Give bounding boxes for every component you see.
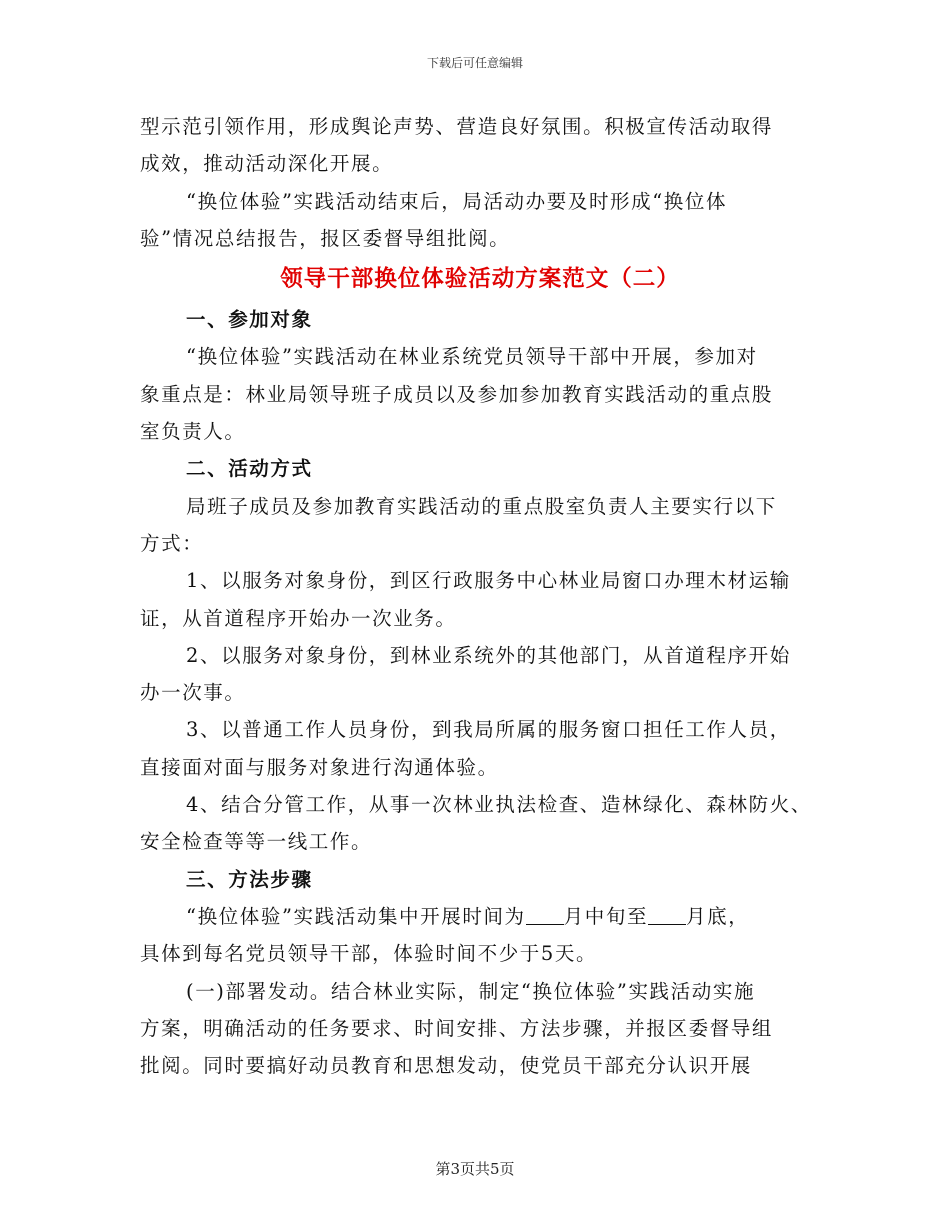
blank-field	[648, 904, 686, 925]
text-line: 2、以服务对象身份，到林业系统外的其他部门，从首道程序开始	[186, 643, 791, 667]
schedule-text-3: 月底，	[686, 904, 750, 928]
text-line: 证，从首道程序开始办一次业务。	[140, 606, 457, 630]
text-line: 成效，推动活动深化开展。	[140, 152, 394, 176]
text-line: 安全检查等等一线工作。	[140, 830, 373, 854]
document-body	[140, 108, 820, 1084]
section-after-title	[140, 301, 820, 898]
text-line: “换位体验”实践活动在林业系统党员领导干部中开展，参加对	[186, 345, 758, 369]
text-line: 直接面对面与服务对象进行沟通体验。	[140, 755, 499, 779]
document-title: 领导干部换位体验活动方案范文（二）	[280, 266, 680, 293]
page-footer: 第3页共5页	[435, 1160, 515, 1178]
text-line: 型示范引领作用，形成舆论声势、营造良好氛围。积极宣传活动取得	[140, 115, 774, 138]
text-line: 3、以普通工作人员身份，到我局所属的服务窗口担任工作人员，	[186, 718, 791, 742]
text-line: 方式：	[140, 531, 204, 555]
text-line: 方案，明确活动的任务要求、时间安排、方法步骤，并报区委督导组	[140, 1016, 774, 1040]
text-line: (一)部署发动。结合林业实际，制定“换位体验”实践活动实施	[186, 979, 756, 1003]
text-line: 局班子成员及参加教育实践活动的重点股室负责人主要实行以下	[186, 494, 777, 518]
text-line: 批阅。同时要搞好动员教育和思想发动，使党员干部充分认识开展	[140, 1054, 752, 1078]
text-line: 验”情况总结报告，报区委督导组批阅。	[140, 226, 511, 250]
section-heading: 三、方法步骤	[186, 867, 313, 891]
schedule-line	[140, 898, 820, 935]
section-heading: 一、参加对象	[186, 308, 313, 332]
section-end	[140, 935, 820, 1084]
text-line: 办一次事。	[140, 681, 246, 705]
text-line: 室负责人。	[140, 420, 246, 444]
section-before-title	[140, 108, 820, 257]
schedule-text-1: “换位体验”实践活动集中开展时间为	[186, 904, 526, 928]
section-heading: 二、活动方式	[186, 457, 313, 481]
text-line: 4、结合分管工作，从事一次林业执法检查、造林绿化、森林防火、	[186, 793, 812, 817]
schedule-text-2: 月中旬至	[563, 904, 649, 928]
page-header: 下载后可任意编辑	[426, 56, 523, 70]
blank-field	[526, 904, 564, 925]
text-line: “换位体验”实践活动结束后，局活动办要及时形成“换位体	[186, 189, 728, 213]
text-line: 具体到每名党员领导干部，体验时间不少于5天。	[140, 942, 598, 966]
text-line: 象重点是：林业局领导班子成员以及参加参加教育实践活动的重点股	[140, 382, 774, 406]
text-line: 1、以服务对象身份，到区行政服务中心林业局窗口办理木材运输	[186, 569, 791, 593]
